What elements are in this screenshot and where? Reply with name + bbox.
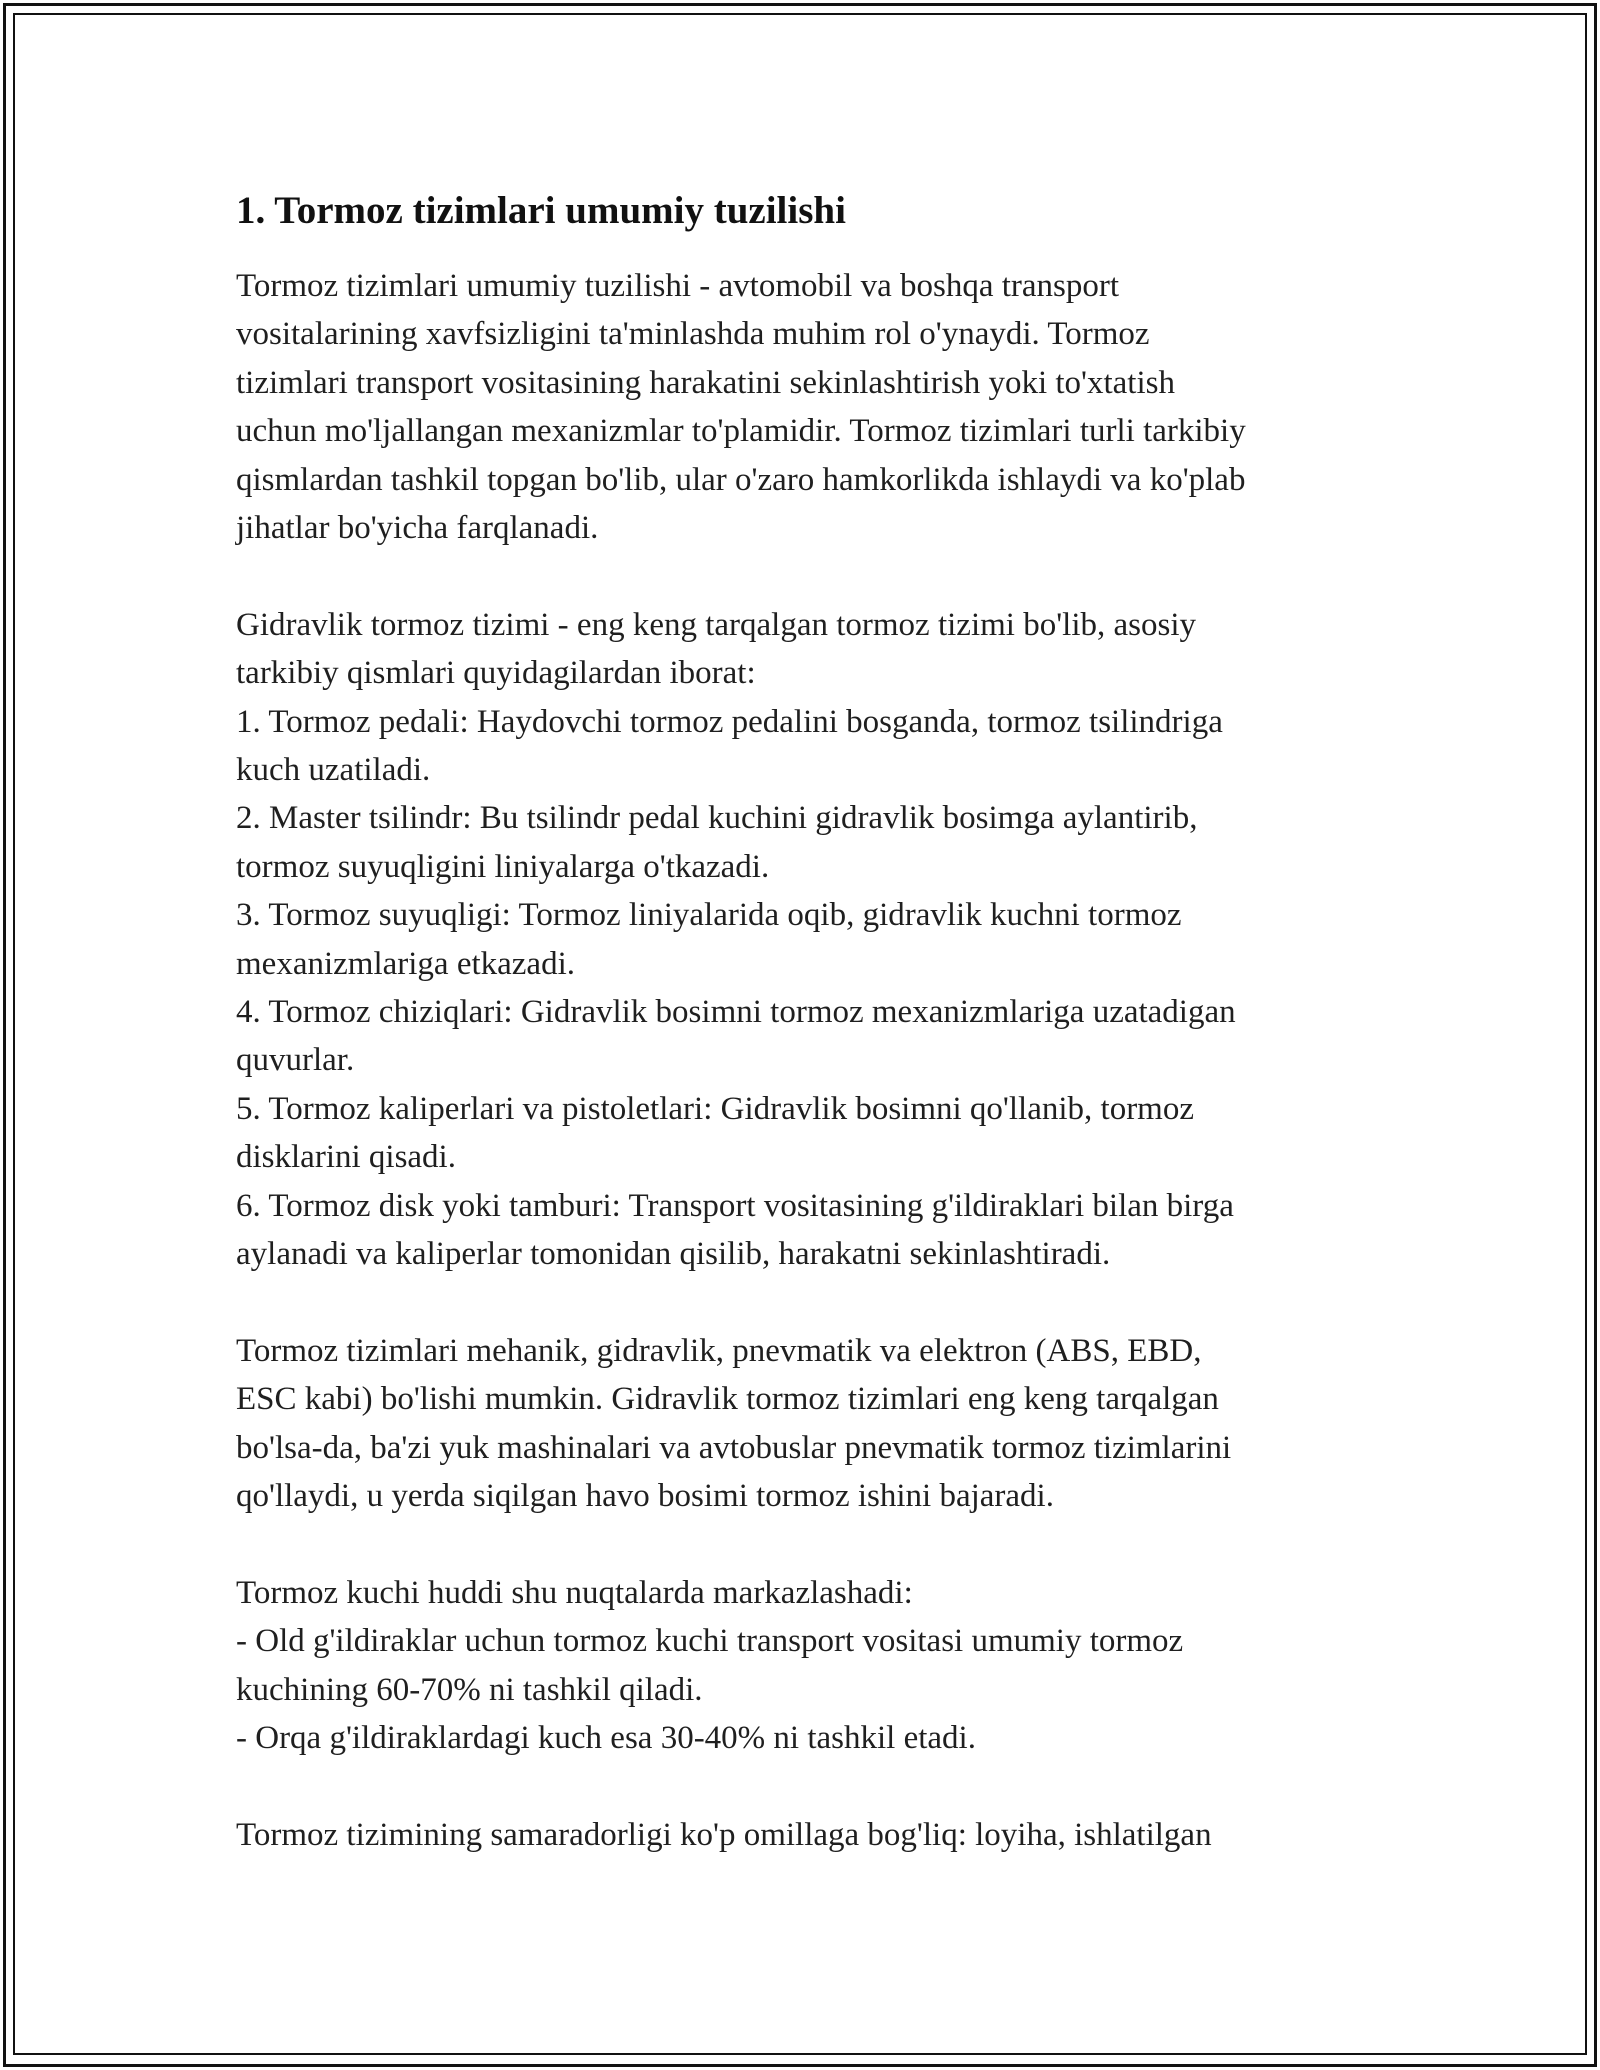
text-line: mexanizmlariga etkazadi. <box>236 945 575 982</box>
text-line: kuch uzatiladi. <box>236 752 431 789</box>
text-line: ESC kabi) bo'lishi mumkin. Gidravlik tormoz tizimlari eng keng tarqalgan <box>236 1381 1219 1418</box>
text-line: 4. Tormoz chiziqlari: Gidravlik bosimni tormoz mexanizmlariga uzatadigan <box>236 994 1236 1031</box>
text-line: uchun mo'ljallangan mexanizmlar to'plamidir. Tormoz tizimlari turli tarkibiy <box>236 413 1246 450</box>
text-line: tormoz suyuqligini liniyalarga o'tkazadi. <box>236 848 770 885</box>
text-line: - Orqa g'ildiraklardagi kuch esa 30-40% ni tashkil etadi. <box>236 1720 976 1757</box>
text-line: jihatlar bo'yicha farqlanadi. <box>236 510 599 547</box>
paragraph-gap <box>236 1521 1376 1569</box>
text-line: tizimlari transport vositasining harakatini sekinlashtirish yoki to'xtatish <box>236 364 1175 401</box>
text-line: tarkibiy qismlari quyidagilardan iborat: <box>236 655 756 692</box>
text-line: 2. Master tsilindr: Bu tsilindr pedal kuchini gidravlik bosimga aylantirib, <box>236 800 1198 837</box>
text-line: kuchining 60-70% ni tashkil qiladi. <box>236 1671 703 1708</box>
text-line: - Old g'ildiraklar uchun tormoz kuchi transport vositasi umumiy tormoz <box>236 1623 1184 1660</box>
text-line: qo'llaydi, u yerda siqilgan havo bosimi tormoz ishini bajaradi. <box>236 1478 1054 1515</box>
paragraph-gap <box>236 1763 1376 1811</box>
text-line: 3. Tormoz suyuqligi: Tormoz liniyalarida oqib, gidravlik kuchni tormoz <box>236 897 1182 934</box>
text-line: Tormoz kuchi huddi shu nuqtalarda markazlashadi: <box>236 1574 913 1611</box>
text-line: Tormoz tizimining samaradorligi ko'p omillaga bog'liq: loyiha, ishlatilgan <box>236 1816 1212 1853</box>
text-line: vositalarining xavfsizligini ta'minlashda muhim rol o'ynaydi. Tormoz <box>236 316 1150 353</box>
paragraph-gap <box>236 552 1376 600</box>
text-line: 1. Tormoz pedali: Haydovchi tormoz pedalini bosganda, tormoz tsilindriga <box>236 703 1223 740</box>
document-body <box>236 186 1376 1859</box>
section-heading: 1. Tormoz tizimlari umumiy tuzilishi <box>236 189 846 232</box>
text-line: bo'lsa-da, ba'zi yuk mashinalari va avtobuslar pnevmatik tormoz tizimlarini <box>236 1429 1232 1466</box>
text-line: Tormoz tizimlari mehanik, gidravlik, pnevmatik va elektron (ABS, EBD, <box>236 1332 1202 1369</box>
text-line: qismlardan tashkil topgan bo'lib, ular o'zaro hamkorlikda ishlaydi va ko'plab <box>236 461 1246 498</box>
text-line: aylanadi va kaliperlar tomonidan qisilib, harakatni sekinlashtiradi. <box>236 1236 1111 1273</box>
text-line: 5. Tormoz kaliperlari va pistoletlari: Gidravlik bosimni qo'llanib, tormoz <box>236 1090 1194 1127</box>
text-line: Gidravlik tormoz tizimi - eng keng tarqalgan tormoz tizimi bo'lib, asosiy <box>236 606 1196 643</box>
body-text <box>236 262 1376 1859</box>
text-line: 6. Tormoz disk yoki tamburi: Transport vositasining g'ildiraklari bilan birga <box>236 1187 1234 1224</box>
text-line: quvurlar. <box>236 1042 355 1079</box>
paragraph-gap <box>236 1279 1376 1327</box>
text-line: disklarini qisadi. <box>236 1139 456 1176</box>
text-line: Tormoz tizimlari umumiy tuzilishi - avtomobil va boshqa transport <box>236 268 1120 304</box>
